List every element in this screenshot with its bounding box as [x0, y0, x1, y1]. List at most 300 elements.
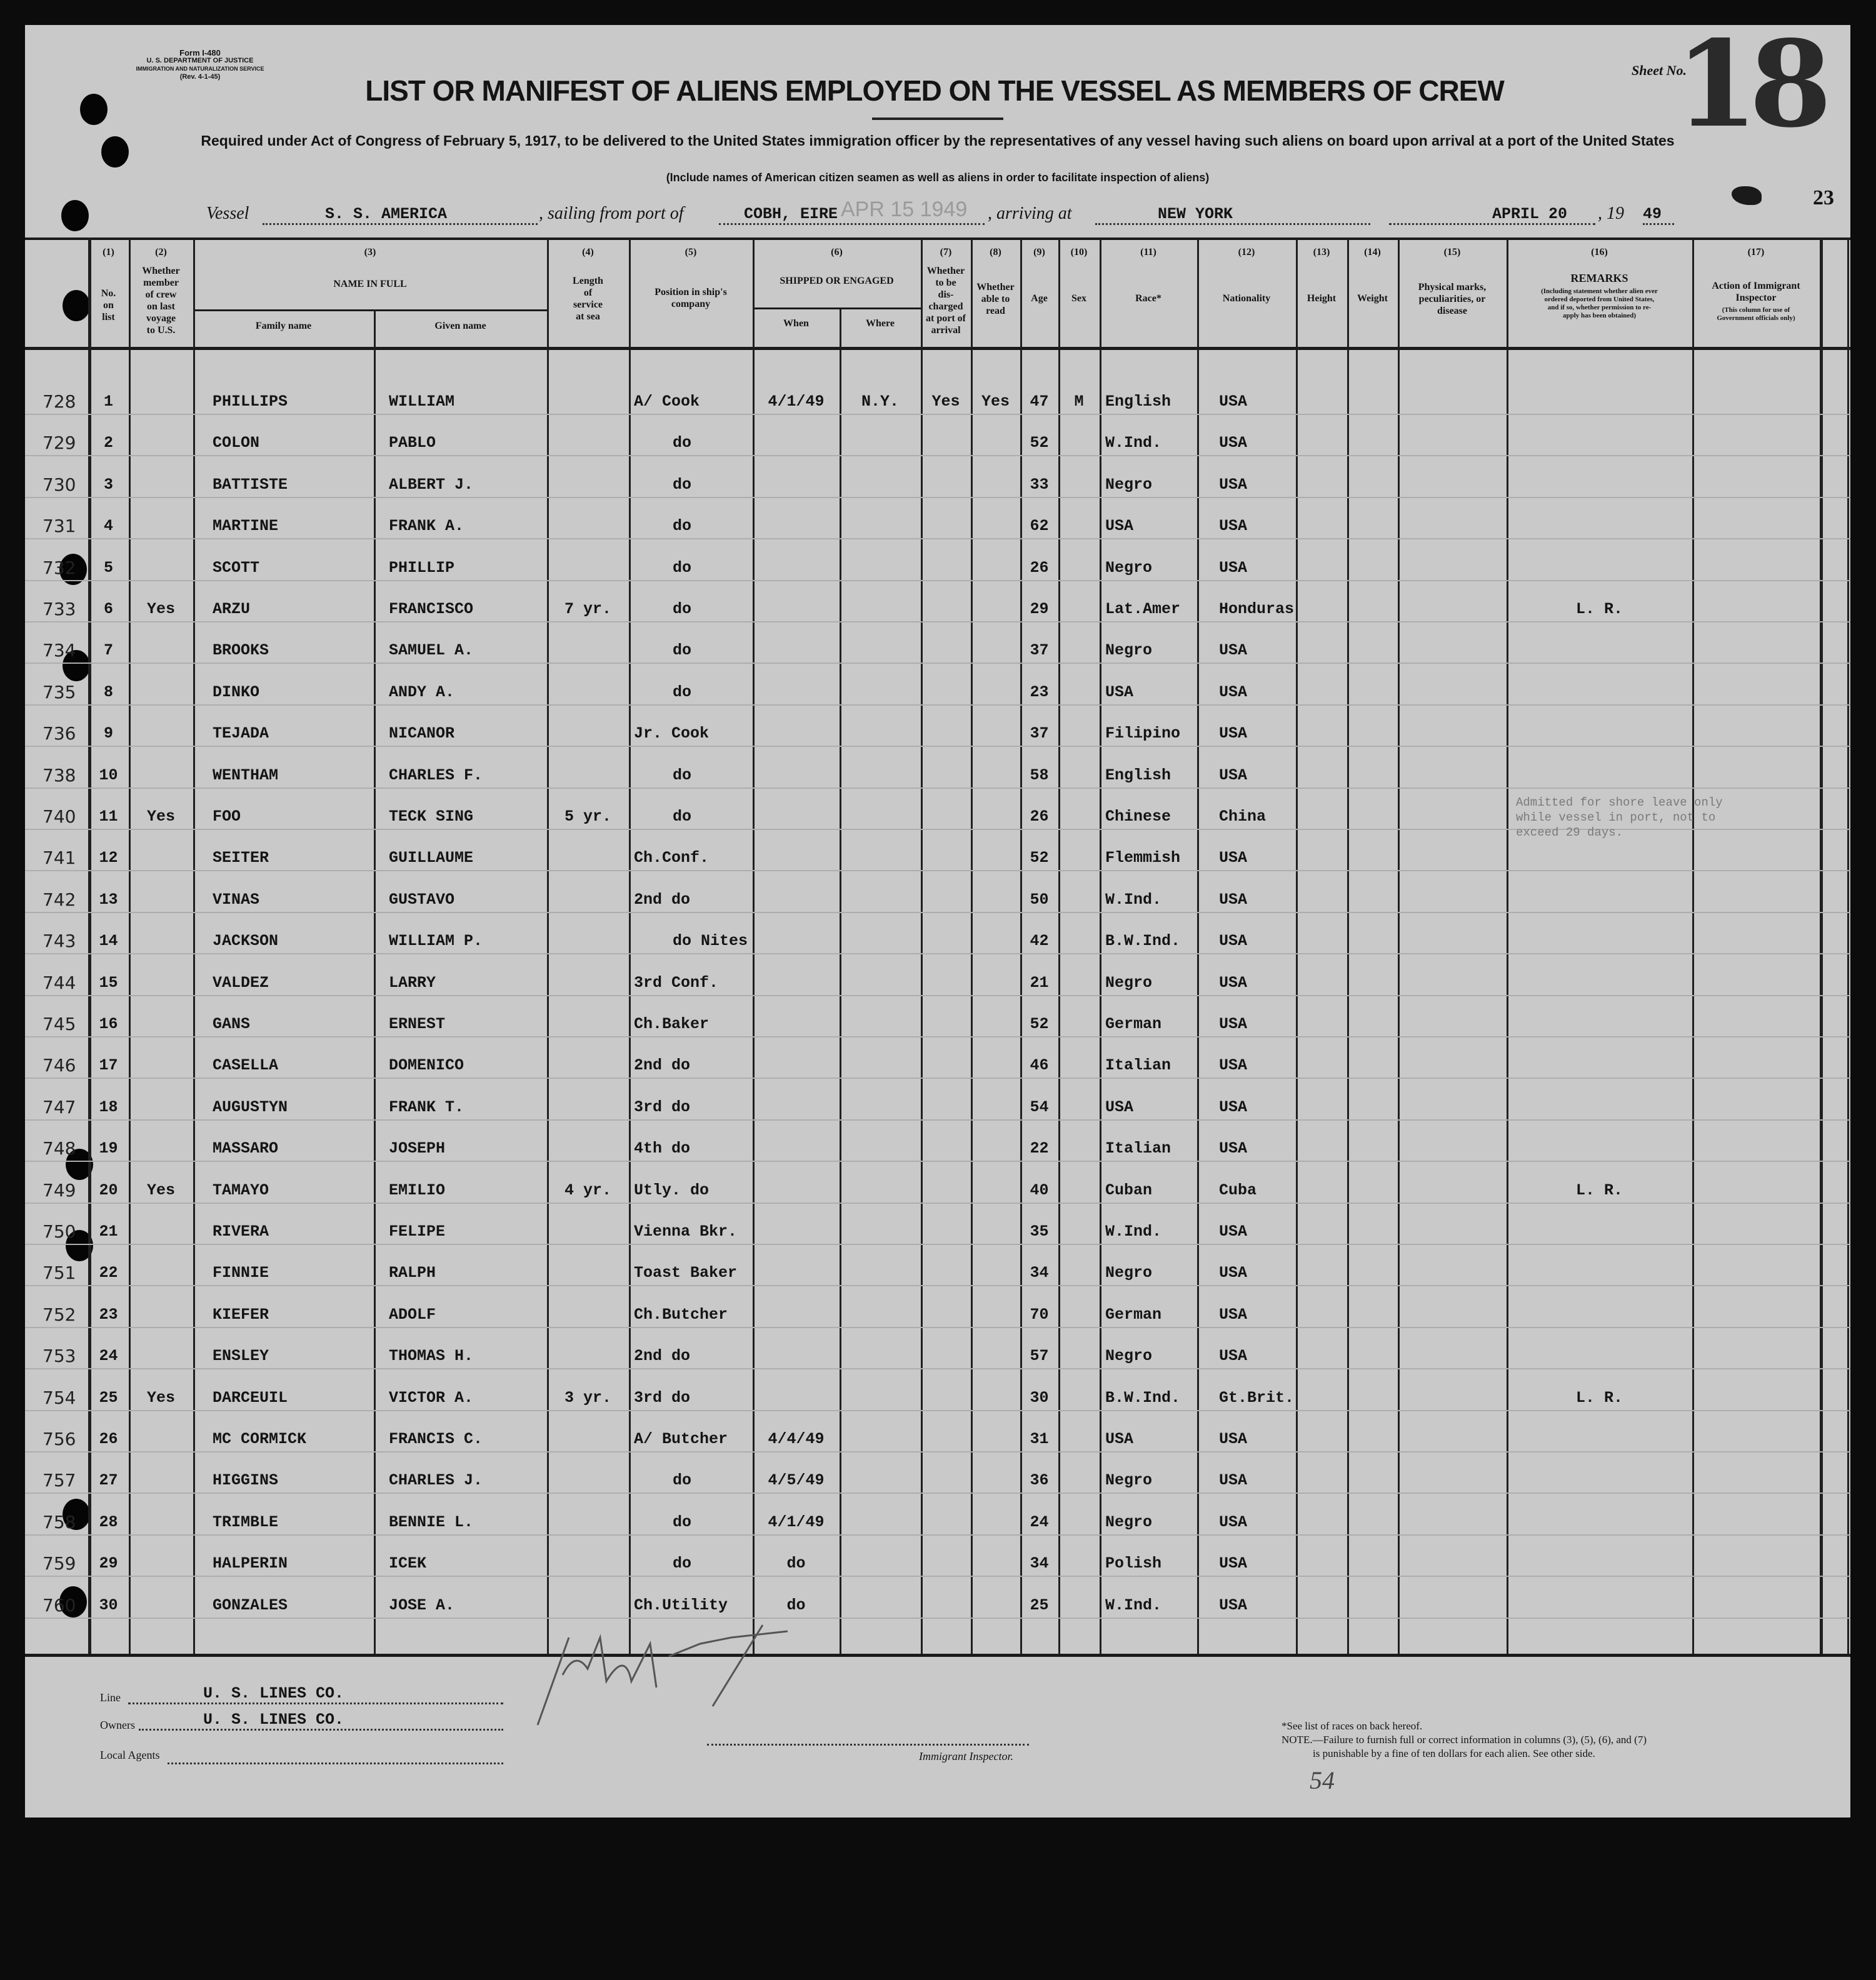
cell-given: JOSE A.: [389, 1596, 455, 1614]
cell-no: 30: [99, 1596, 118, 1614]
cell-given: TECK SING: [389, 808, 474, 826]
column-header-where: Where: [866, 318, 895, 329]
cell-nationality: USA: [1219, 1512, 1248, 1531]
cell-nationality: China: [1219, 808, 1267, 826]
handwritten-number: 54: [1310, 1766, 1335, 1794]
punch-hole-icon: [80, 94, 108, 125]
cell-prev: Yes: [146, 1388, 175, 1407]
cell-position: do: [673, 1471, 692, 1490]
list-reference-number: 743: [43, 931, 76, 952]
column-number-13: (13): [1313, 247, 1330, 258]
arrival-year-field: 49: [1643, 205, 1674, 225]
column-divider: [1820, 238, 1823, 1654]
cell-given: WILLIAM: [389, 392, 455, 411]
cell-position: do: [673, 517, 692, 536]
row-ruling: [25, 1410, 1850, 1411]
cell-family: WENTHAM: [213, 766, 279, 784]
from-label: , sailing from port of: [539, 204, 684, 223]
inspector-signature: [525, 1612, 900, 1738]
cell-race: Negro: [1105, 475, 1153, 494]
cell-position: A/ Butcher: [634, 1430, 728, 1448]
cell-no: 3: [103, 475, 113, 494]
cell-no: 17: [99, 1056, 118, 1075]
cell-no: 14: [99, 932, 118, 951]
cell-family: TRIMBLE: [213, 1512, 279, 1531]
punch-hole-icon: [61, 200, 89, 231]
column-number-10: (10): [1070, 247, 1088, 258]
row-ruling: [25, 1576, 1850, 1577]
cell-when: do: [786, 1554, 806, 1573]
cell-race: English: [1105, 392, 1171, 411]
cell-no: 27: [99, 1471, 118, 1490]
cell-age: 57: [1030, 1347, 1049, 1366]
cell-nationality: USA: [1219, 849, 1248, 868]
cell-family: SEITER: [213, 849, 269, 868]
cell-position: do: [673, 641, 692, 660]
column-number-2: (2): [155, 247, 167, 258]
department: U. S. DEPARTMENT OF JUSTICE: [146, 57, 254, 64]
cell-no: 18: [99, 1098, 118, 1116]
column-header-15: Physical marks, peculiarities, or disease: [1418, 282, 1487, 316]
row-ruling: [25, 455, 1850, 456]
list-reference-number: 756: [43, 1429, 76, 1449]
list-reference-number: 753: [43, 1346, 76, 1367]
line-label: Line: [100, 1691, 121, 1704]
cell-given: CHARLES J.: [389, 1471, 483, 1490]
penalty-note-2: is punishable by a fine of ten dollars for each alien. See other side.: [1313, 1748, 1595, 1759]
cell-nationality: USA: [1219, 973, 1248, 992]
cell-family: FOO: [213, 808, 241, 826]
cell-family: TAMAYO: [213, 1181, 269, 1199]
cell-nationality: USA: [1219, 558, 1248, 577]
column-header-family-name: Family name: [255, 321, 312, 331]
column-header-13: Height: [1307, 293, 1337, 304]
revision: (Rev. 4-1-45): [179, 73, 221, 81]
cell-family: MASSARO: [213, 1139, 279, 1158]
remarks-text: L. R.: [1575, 1181, 1623, 1199]
cell-position: do: [673, 558, 692, 577]
cell-family: GANS: [213, 1015, 251, 1033]
list-reference-number: 745: [43, 1014, 76, 1034]
name-subheader-rule: [193, 309, 547, 311]
column-divider: [1398, 238, 1400, 1654]
cell-given: BENNIE L.: [389, 1512, 474, 1531]
cell-nationality: USA: [1219, 1305, 1248, 1324]
column-header-11: Race*: [1135, 293, 1161, 304]
cell-age: 26: [1030, 558, 1049, 577]
row-ruling: [25, 746, 1850, 747]
cell-position: Vienna Bkr.: [634, 1222, 738, 1241]
list-reference-number: 746: [43, 1055, 76, 1076]
list-reference-number: 729: [43, 432, 76, 454]
cell-no: 20: [99, 1181, 118, 1199]
cell-position: do Nites: [673, 932, 748, 951]
cell-race: W.Ind.: [1105, 434, 1162, 452]
owners-field: U. S. LINES CO.: [139, 1711, 503, 1731]
cell-no: 6: [103, 600, 113, 618]
cell-given: FRANK A.: [389, 517, 464, 536]
cell-age: 52: [1030, 849, 1049, 868]
column-number-17: (17): [1747, 247, 1765, 258]
cell-nationality: USA: [1219, 1596, 1248, 1614]
cell-position: 3rd do: [634, 1388, 691, 1407]
cell-race: B.W.Ind.: [1105, 1388, 1181, 1407]
cell-no: 2: [103, 434, 113, 452]
cell-nationality: USA: [1219, 890, 1248, 909]
column-header-3: NAME IN FULL: [333, 279, 407, 289]
list-reference-number: 747: [43, 1096, 76, 1118]
cell-race: W.Ind.: [1105, 1222, 1162, 1241]
cell-position: do: [673, 682, 692, 701]
requirement-text: Required under Act of Congress of February 5, 1917, to be delivered to the United States immigration officer by the representatives of any vessel having such aliens on board upon arrival at a port of the United States: [201, 132, 1675, 149]
local-agents-field: [168, 1748, 503, 1764]
list-reference-number: 748: [43, 1138, 76, 1159]
cell-no: 8: [103, 682, 113, 701]
header-bottom-border: [25, 347, 1850, 350]
cell-family: PHILLIPS: [213, 392, 288, 411]
page-title: LIST OR MANIFEST OF ALIENS EMPLOYED ON THE VESSEL AS MEMBERS OF CREW: [365, 74, 1504, 107]
cell-position: 2nd do: [634, 1347, 691, 1366]
list-reference-number: 735: [43, 681, 76, 702]
inspector-label: Immigrant Inspector.: [919, 1750, 1013, 1762]
cell-given: FRANCIS C.: [389, 1430, 483, 1448]
column-number-16: (16): [1591, 247, 1608, 258]
cell-service: 5 yr.: [564, 808, 611, 826]
cell-family: KIEFER: [213, 1305, 269, 1324]
column-number-5: (5): [685, 247, 697, 258]
cell-race: German: [1105, 1015, 1162, 1033]
column-number-9: (9): [1033, 247, 1045, 258]
cell-nationality: USA: [1219, 517, 1248, 536]
cell-age: 40: [1030, 1181, 1049, 1199]
penalty-note: NOTE.—Failure to furnish full or correct information in columns (3), (5), (6), and (7): [1282, 1734, 1647, 1746]
column-header-10: Sex: [1071, 293, 1086, 304]
include-note: (Include names of American citizen seamen as well as aliens in order to facilitate inspection of aliens): [666, 171, 1210, 184]
column-header-when: When: [783, 318, 809, 329]
cell-no: 10: [99, 766, 118, 784]
cell-nationality: USA: [1219, 434, 1248, 452]
column-header-4: Length of service at sea: [573, 276, 603, 322]
column-header-inspector-note: (This column for use of Government officials only): [1717, 306, 1795, 322]
column-number-14: (14): [1364, 247, 1381, 258]
cell-position: 3rd do: [634, 1098, 691, 1116]
cell-service: 7 yr.: [564, 600, 611, 618]
row-ruling: [25, 580, 1850, 581]
cell-given: FRANCISCO: [389, 600, 474, 618]
list-reference-number: 728: [43, 391, 76, 412]
cell-given: ICEK: [389, 1554, 427, 1573]
list-reference-number: 751: [43, 1262, 76, 1284]
cell-given: FRANK T.: [389, 1098, 464, 1116]
punch-hole-icon: [63, 290, 90, 321]
cell-family: DARCEUIL: [213, 1388, 288, 1407]
cell-position: Ch.Butcher: [634, 1305, 728, 1324]
cell-family: VINAS: [213, 890, 260, 909]
cell-age: 21: [1030, 973, 1049, 992]
cell-position: Jr. Cook: [634, 724, 710, 743]
cell-race: Negro: [1105, 1347, 1153, 1366]
cell-race: Cuban: [1105, 1181, 1153, 1199]
cell-nationality: USA: [1219, 1264, 1248, 1282]
row-ruling: [25, 414, 1850, 415]
column-divider: [1058, 238, 1060, 1654]
row-ruling: [25, 538, 1850, 539]
cell-nationality: Gt.Brit.: [1219, 1388, 1295, 1407]
cell-age: 42: [1030, 932, 1049, 951]
column-divider: [971, 238, 973, 1654]
cell-position: Utly. do: [634, 1181, 710, 1199]
cell-nationality: USA: [1219, 392, 1248, 411]
list-reference-number: 731: [43, 516, 76, 537]
list-reference-number: 744: [43, 972, 76, 993]
local-agents-label: Local Agents: [100, 1749, 160, 1761]
list-reference-number: 758: [43, 1511, 76, 1532]
cell-no: 12: [99, 849, 118, 868]
row-ruling: [25, 1161, 1850, 1162]
cell-given: CHARLES F.: [389, 766, 483, 784]
line-field: U. S. LINES CO.: [128, 1684, 503, 1704]
cell-race: German: [1105, 1305, 1162, 1324]
cell-position: Ch.Baker: [634, 1015, 710, 1033]
cell-position: do: [673, 600, 692, 618]
sheet-number: 18: [1675, 14, 1823, 154]
cell-age: 23: [1030, 682, 1049, 701]
column-number-12: (12): [1238, 247, 1255, 258]
cell-age: 33: [1030, 475, 1049, 494]
cell-race: Negro: [1105, 641, 1153, 660]
column-number-7: (7): [940, 247, 952, 258]
cell-race: Negro: [1105, 1264, 1153, 1282]
cell-age: 52: [1030, 1015, 1049, 1033]
list-reference-number: 757: [43, 1470, 76, 1491]
races-note: *See list of races on back hereof.: [1282, 1720, 1423, 1732]
cell-sex: M: [1074, 392, 1084, 411]
column-number-15: (15): [1443, 247, 1461, 258]
cell-position: do: [673, 1554, 692, 1573]
list-reference-number: 734: [43, 640, 76, 661]
column-header-9: Age: [1031, 293, 1048, 304]
cell-family: RIVERA: [213, 1222, 269, 1241]
row-ruling: [25, 1078, 1850, 1079]
cell-family: MC CORMICK: [213, 1430, 307, 1448]
column-header-14: Weight: [1357, 293, 1388, 304]
cell-race: Lat.Amer: [1105, 600, 1181, 618]
table-top-border: [25, 238, 1850, 240]
cell-family: TEJADA: [213, 724, 269, 743]
cell-no: 21: [99, 1222, 118, 1241]
column-number-1: (1): [103, 247, 114, 258]
column-divider: [1100, 238, 1101, 1654]
cell-race: Negro: [1105, 1512, 1153, 1531]
cell-no: 22: [99, 1264, 118, 1282]
cell-race: B.W.Ind.: [1105, 932, 1181, 951]
row-ruling: [25, 662, 1850, 664]
list-reference-number: 741: [43, 848, 76, 869]
cell-family: GONZALES: [213, 1596, 288, 1614]
list-reference-number: 740: [43, 806, 76, 827]
cell-no: 23: [99, 1305, 118, 1324]
cell-given: LARRY: [389, 973, 436, 992]
cell-nationality: USA: [1219, 1222, 1248, 1241]
column-divider: [1692, 238, 1694, 1654]
column-header-5: Position in ship's company: [655, 287, 727, 309]
list-reference-number: 759: [43, 1553, 76, 1574]
cell-family: BATTISTE: [213, 475, 288, 494]
cell-family: BROOKS: [213, 641, 269, 660]
column-header-2: Whether member of crew on last voyage to U.S.: [142, 266, 180, 336]
cell-given: DOMENICO: [389, 1056, 464, 1075]
row-ruling: [25, 1036, 1850, 1038]
cell-given: THOMAS H.: [389, 1347, 474, 1366]
cell-age: 54: [1030, 1098, 1049, 1116]
cell-no: 13: [99, 890, 118, 909]
cell-race: Filipino: [1105, 724, 1181, 743]
cell-age: 70: [1030, 1305, 1049, 1324]
cell-given: WILLIAM P.: [389, 932, 483, 951]
cell-age: 37: [1030, 641, 1049, 660]
form-number: Form I-480: [179, 48, 221, 58]
cell-age: 36: [1030, 1471, 1049, 1490]
cell-when: 4/5/49: [768, 1471, 825, 1490]
cell-position: do: [673, 766, 692, 784]
cell-position: Ch.Conf.: [634, 849, 710, 868]
cell-no: 19: [99, 1139, 118, 1158]
list-reference-number: 749: [43, 1179, 76, 1201]
row-ruling: [25, 953, 1850, 954]
column-header-6: SHIPPED OR ENGAGED: [780, 276, 894, 286]
cell-age: 46: [1030, 1056, 1049, 1075]
list-reference-number: 732: [43, 557, 76, 578]
row-ruling: [25, 1492, 1850, 1494]
cell-race: Negro: [1105, 973, 1153, 992]
cell-family: ENSLEY: [213, 1347, 269, 1366]
cell-given: VICTOR A.: [389, 1388, 474, 1407]
cell-nationality: USA: [1219, 1554, 1248, 1573]
row-ruling: [25, 1119, 1850, 1121]
row-ruling: [25, 788, 1850, 789]
row-ruling: [25, 704, 1850, 706]
vessel-label: Vessel: [206, 204, 249, 223]
cell-nationality: USA: [1219, 724, 1248, 743]
row-ruling: [25, 1244, 1850, 1245]
cell-no: 26: [99, 1430, 118, 1448]
cell-given: JOSEPH: [389, 1139, 446, 1158]
cell-no: 25: [99, 1388, 118, 1407]
cell-nationality: USA: [1219, 1139, 1248, 1158]
cell-family: VALDEZ: [213, 973, 269, 992]
cell-position: 2nd do: [634, 890, 691, 909]
row-ruling: [25, 1451, 1850, 1452]
column-number-3: (3): [364, 247, 376, 258]
remarks-text: Admitted for shore leave only while vessel in port, not to exceed 29 days.: [1516, 796, 1723, 839]
row-ruling: [25, 870, 1850, 871]
column-number-6: (6): [831, 247, 843, 258]
cell-age: 34: [1030, 1264, 1049, 1282]
cell-position: 4th do: [634, 1139, 691, 1158]
column-header-17: Action of Immigrant Inspector: [1712, 281, 1800, 303]
cell-no: 9: [103, 724, 113, 743]
list-reference-number: 750: [43, 1221, 76, 1242]
cell-position: Toast Baker: [634, 1264, 738, 1282]
cell-service: 3 yr.: [564, 1388, 611, 1407]
cell-age: 25: [1030, 1596, 1049, 1614]
column-divider: [1197, 238, 1199, 1654]
row-ruling: [25, 912, 1850, 913]
cell-given: GUSTAVO: [389, 890, 455, 909]
cell-nationality: USA: [1219, 682, 1248, 701]
cell-family: CASELLA: [213, 1056, 279, 1075]
title-rule: [872, 118, 1003, 120]
column-header-1: No. on list: [101, 288, 116, 322]
cell-race: Polish: [1105, 1554, 1162, 1573]
cell-nationality: USA: [1219, 1056, 1248, 1075]
cell-age: 26: [1030, 808, 1049, 826]
cell-no: 29: [99, 1554, 118, 1573]
cell-when: 4/1/49: [768, 392, 825, 411]
signature-stroke: [538, 1625, 788, 1725]
cell-nationality: USA: [1219, 1430, 1248, 1448]
cell-given: ADOLF: [389, 1305, 436, 1324]
cell-race: USA: [1105, 517, 1134, 536]
cell-age: 29: [1030, 600, 1049, 618]
list-reference-number: 754: [43, 1387, 76, 1408]
cell-family: HIGGINS: [213, 1471, 279, 1490]
received-stamp: APR 15 1949: [841, 198, 968, 221]
cell-age: 52: [1030, 434, 1049, 452]
cell-no: 11: [99, 808, 118, 826]
cell-race: USA: [1105, 1098, 1134, 1116]
sheet-label: Sheet No.: [1632, 62, 1687, 78]
cell-discharged: Yes: [931, 392, 960, 411]
row-ruling: [25, 1618, 1850, 1619]
cell-when: 4/4/49: [768, 1430, 825, 1448]
list-reference-number: 752: [43, 1304, 76, 1325]
cell-age: 31: [1030, 1430, 1049, 1448]
vessel-field: S. S. AMERICA: [263, 205, 538, 225]
cell-race: Negro: [1105, 1471, 1153, 1490]
column-divider: [921, 238, 923, 1654]
cell-race: Italian: [1105, 1056, 1171, 1075]
cell-given: EMILIO: [389, 1181, 446, 1199]
column-header-remarks-note: (Including statement whether alien ever ordered deported from United States, and if so, whether permission to re- apply has been obtained): [1541, 288, 1658, 319]
row-ruling: [25, 995, 1850, 996]
cell-nationality: USA: [1219, 766, 1248, 784]
list-reference-number: 742: [43, 889, 76, 910]
cell-family: JACKSON: [213, 932, 279, 951]
cell-age: 22: [1030, 1139, 1049, 1158]
cell-no: 7: [103, 641, 113, 660]
cell-age: 50: [1030, 890, 1049, 909]
list-reference-number: 738: [43, 764, 76, 786]
column-divider: [193, 238, 195, 1654]
list-reference-number: 736: [43, 723, 76, 744]
column-divider: [547, 238, 549, 1654]
cell-given: RALPH: [389, 1264, 436, 1282]
cell-family: COLON: [213, 434, 260, 452]
cell-family: AUGUSTYN: [213, 1098, 288, 1116]
cell-nationality: USA: [1219, 1471, 1248, 1490]
column-number-8: (8): [990, 247, 1001, 258]
cell-age: 24: [1030, 1512, 1049, 1531]
column-number-4: (4): [582, 247, 594, 258]
cell-family: FINNIE: [213, 1264, 269, 1282]
cell-position: Ch.Utility: [634, 1596, 728, 1614]
cell-read: Yes: [981, 392, 1010, 411]
form-identifier: [119, 49, 281, 81]
cell-prev: Yes: [146, 600, 175, 618]
column-header-16: REMARKS: [1570, 272, 1628, 284]
cell-position: 3rd Conf.: [634, 973, 719, 992]
